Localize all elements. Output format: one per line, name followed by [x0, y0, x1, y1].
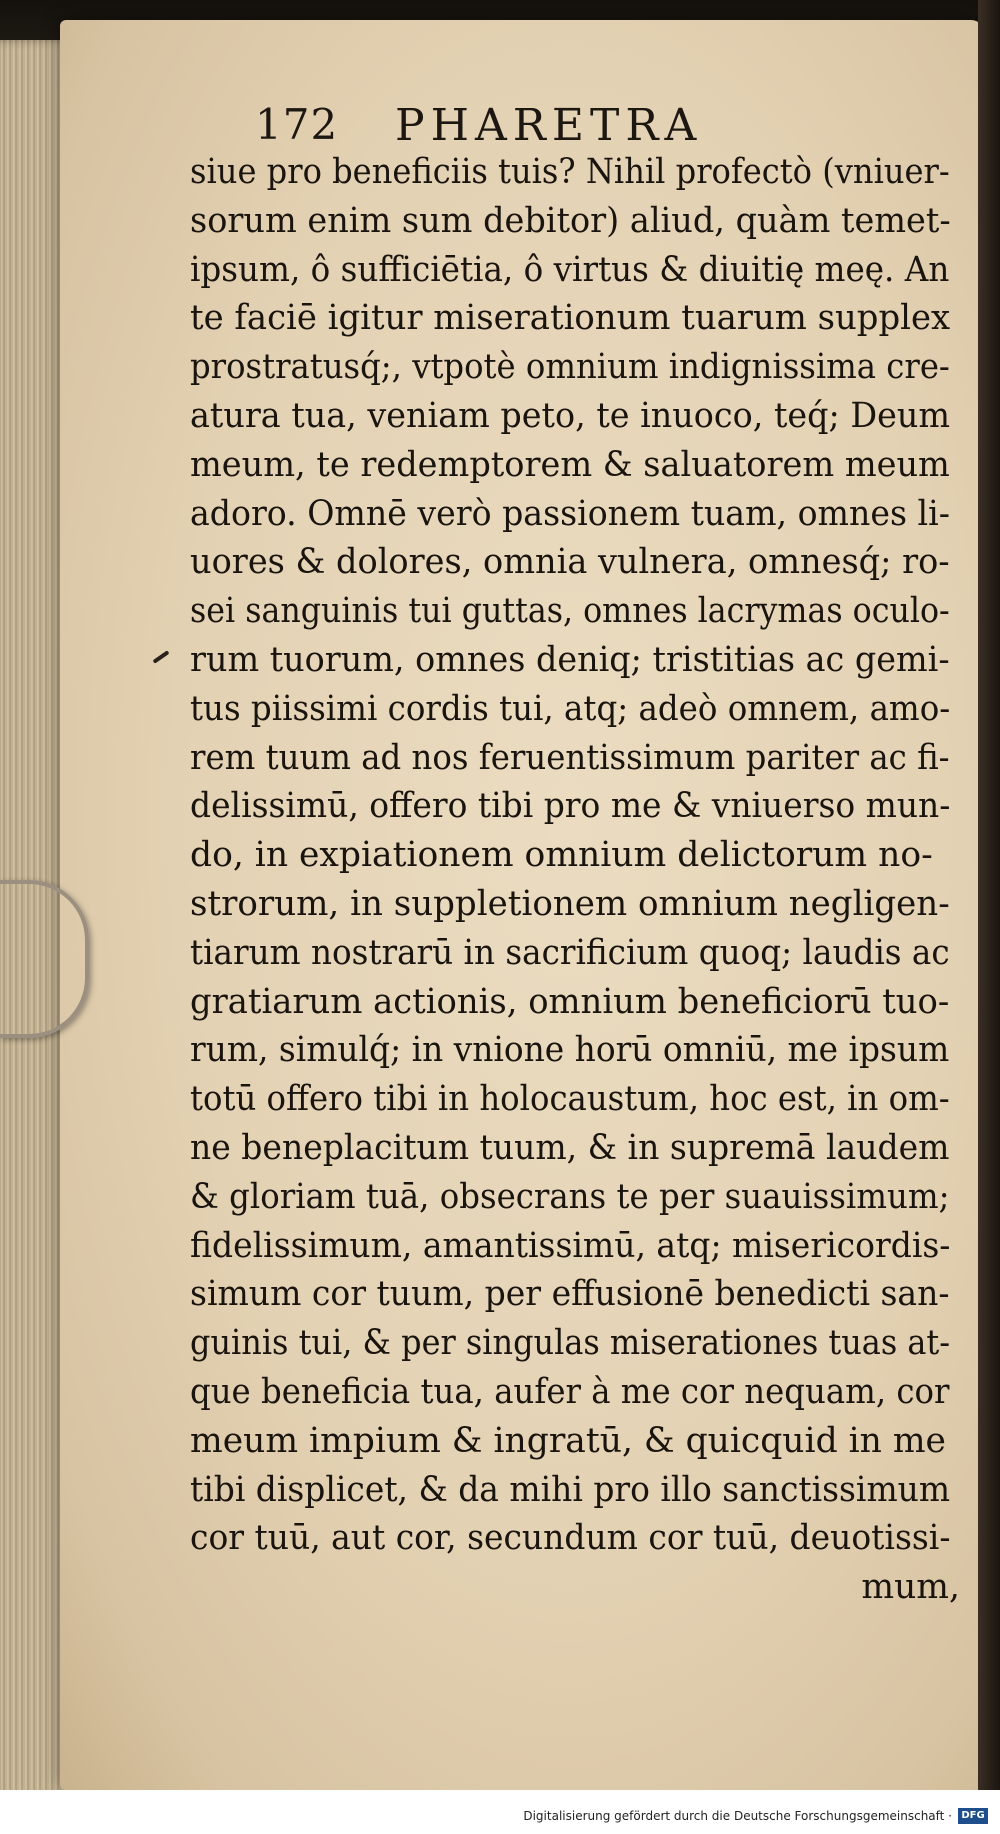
text-line: que beneficia tua, aufer à me cor nequam, cor: [190, 1371, 950, 1412]
book-spine-shadow: [978, 0, 1000, 1834]
catchword: mum,: [861, 1567, 960, 1608]
text-line: & gloriam tuā, obsecrans te per suauissimum;: [190, 1176, 950, 1217]
text-line: sei sanguinis tui guttas, omnes lacrymas oculo-: [190, 591, 950, 632]
text-line: delissimū, offero tibi pro me & vniuerso mun-: [190, 786, 951, 827]
text-line: guinis tui, & per singulas miserationes tuas at-: [190, 1323, 951, 1364]
book-clip: [0, 880, 89, 1038]
text-line: atura tua, veniam peto, te inuoco, teq́; Deum: [190, 395, 951, 436]
text-line: adoro. Omnē verò passionem tuam, omnes li-: [190, 493, 950, 534]
text-line: tiarum nostrarū in sacrificium quoq; laudis ac: [190, 932, 950, 973]
page-body: [190, 148, 970, 1612]
text-line: strorum, in suppletionem omnium negligen-: [190, 883, 950, 924]
dfg-logo: DFG: [958, 1808, 988, 1824]
text-line: te faciē igitur miserationum tuarum supplex: [190, 298, 951, 339]
text-line: uores & dolores, omnia vulnera, omnesq́; ro-: [190, 542, 950, 583]
text-line: ipsum, ô sufficiētia, ô virtus & diuitię meę. An: [190, 249, 950, 290]
text-line: tibi displicet, & da mihi pro illo sanctissimum: [190, 1469, 951, 1510]
running-title: PHARETRA: [395, 100, 703, 151]
text-line: sorum enim sum debitor) aliud, quàm temet-: [190, 200, 951, 241]
text-line: prostratusq́;, vtpotè omnium indignissima cre-: [190, 347, 950, 388]
text-line: cor tuū, aut cor, secundum cor tuū, deuotissi-: [190, 1518, 951, 1559]
text-line: gratiarum actionis, omnium beneficiorū tuo-: [190, 981, 950, 1022]
digitization-credit: [523, 1808, 988, 1824]
text-line: meum, te redemptorem & saluatorem meum: [190, 444, 950, 485]
text-line: meum impium & ingratū, & quicquid in me: [190, 1420, 946, 1461]
text-line: rum tuorum, omnes deniq; tristitias ac gemi-: [190, 639, 950, 680]
text-line: do, in expiationem omnium delictorum no-: [190, 835, 933, 876]
text-line: tus piissimi cordis tui, atq; adeò omnem, amo-: [190, 688, 951, 729]
text-line: totū offero tibi in holocaustum, hoc est, in om-: [190, 1079, 950, 1120]
text-line: rum, simulq́; in vnione horū omniū, me ipsum: [190, 1030, 950, 1071]
text-line: siue pro beneficiis tuis? Nihil profectò (vniuer-: [190, 152, 950, 192]
text-line: rem tuum ad nos feruentissimum pariter ac fi-: [190, 737, 950, 778]
text-line: simum cor tuum, per effusionē benedicti san-: [190, 1274, 950, 1315]
text-line: ne beneplacitum tuum, & in supremā laudem: [190, 1127, 950, 1168]
credit-text: Digitalisierung gefördert durch die Deutsche Forschungsgemeinschaft ·: [523, 1809, 952, 1823]
text-line: fidelissimum, amantissimū, atq; misericordis-: [190, 1225, 951, 1266]
page-number: 172: [255, 100, 339, 149]
